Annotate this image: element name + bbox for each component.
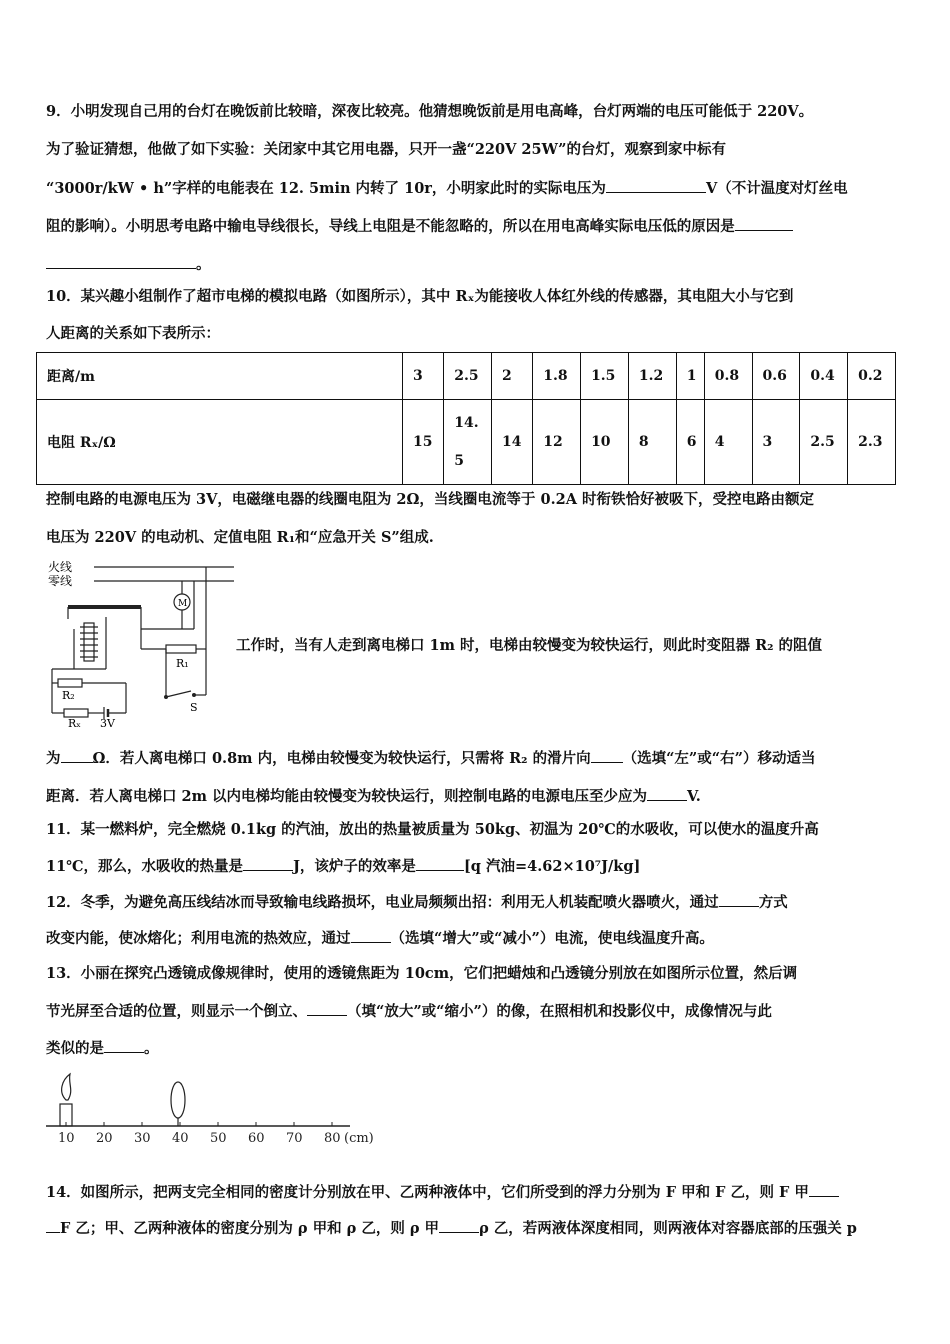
table-cell: 15 (403, 400, 444, 485)
table-cell: 8 (628, 400, 676, 485)
q9-line-2: 为了验证猜想，他做了如下实验：关闭家中其它用电器，只开一盏“220V 25W”的台灯，观察到家中标有 (46, 141, 726, 158)
q9-line-4-text: 阻的影响）。小明思考电路中输电导线很长，导线上电阻是不能忽略的，所以在用电高峰实际电压低的原因是 (46, 218, 735, 235)
table-cell: 14 (492, 400, 533, 485)
q10-line-6-mid: Ω．若人离电梯口 0.8m 内，电梯由较慢变为较快运行，只需将 R₂ 的滑片向 (92, 750, 591, 767)
switch-label: S (190, 701, 198, 714)
table-cell: 2.5 (800, 400, 848, 485)
q14-line-2-end: ρ 乙，若两液体深度相同，则两液体对容器底部的压强关 p (479, 1220, 857, 1237)
q9-line-5-end: 。 (196, 256, 211, 273)
table-cell: 2.5 (444, 353, 492, 400)
table-cell: 2 (492, 353, 533, 400)
q10-line-1: 10．某兴趣小组制作了超市电梯的模拟电路（如图所示），其中 Rₓ为能接收人体红外线的传感器，其电阻大小与它到 (46, 288, 794, 305)
q9-voltage-blank[interactable] (606, 178, 706, 193)
q13-line-3 (46, 1038, 159, 1059)
q9-line-4 (46, 216, 793, 237)
q11-line-1: 11．某一燃料炉，完全燃烧 0.1kg 的汽油，放出的热量被质量为 50kg、初温为 20℃的水吸收，可以使水的温度升高 (46, 821, 819, 838)
live-wire-label: 火线 (48, 560, 73, 574)
table-cell: 10 (581, 400, 629, 485)
q13-device-blank[interactable] (104, 1038, 144, 1053)
q9-line-3 (46, 178, 848, 199)
q12-line-2-end: （选填“增大”或“减小”）电流，使电线温度升高。 (390, 930, 714, 947)
table-cell: 0.6 (752, 353, 800, 400)
q11-line-2 (46, 856, 640, 877)
ruler-label: 10 (58, 1131, 75, 1146)
q10-direction-blank[interactable] (591, 748, 623, 763)
q10-line-6-start: 为 (46, 750, 61, 767)
table-cell: 14. 5 (444, 400, 492, 485)
table-row-distance (37, 353, 896, 400)
q11-line-2-end: [q 汽油=4.62×10⁷J/kg] (463, 858, 641, 875)
neutral-wire-label: 零线 (48, 574, 73, 588)
q14-force-blank-1[interactable] (809, 1182, 839, 1197)
ruler-label: 20 (96, 1131, 113, 1146)
q11-line-2-start: 11℃，那么，水吸收的热量是 (46, 858, 244, 875)
q9-line-3-text: “3000r/kW • h”字样的电能表在 12. 5min 内转了 10r，小明家此时的实际电压为 (46, 180, 606, 197)
table-cell: 1.2 (628, 353, 676, 400)
q9-reason-blank-2[interactable] (46, 254, 196, 269)
motor-label: M (178, 599, 188, 609)
q13-line-3-end: 。 (144, 1040, 159, 1057)
q13-line-2 (46, 1001, 772, 1022)
table-cell: 3 (403, 353, 444, 400)
distance-resistance-table (36, 352, 896, 485)
q10-resistance-blank[interactable] (61, 748, 93, 763)
ruler-label: 30 (134, 1131, 151, 1146)
ruler-unit: (cm) (344, 1131, 374, 1146)
q9-reason-blank-1[interactable] (735, 216, 793, 231)
table-cell: 0.2 (848, 353, 896, 400)
table-cell: 4 (704, 400, 752, 485)
table-cell: 3 (752, 400, 800, 485)
table-label-resistance: 电阻 Rₓ/Ω (37, 400, 403, 485)
q13-line-1: 13．小丽在探究凸透镜成像规律时，使用的透镜焦距为 10cm，它们把蜡烛和凸透镜分别放在如图所示位置，然后调 (46, 965, 798, 982)
ruler-label: 50 (210, 1131, 227, 1146)
ruler-label: 40 (172, 1131, 189, 1146)
q14-line-1-text: 14．如图所示，把两支完全相同的密度计分别放在甲、乙两种液体中，它们所受到的浮力分别为 F 甲和 F 乙，则 F 甲 (46, 1184, 809, 1201)
table-cell: 12 (533, 400, 581, 485)
q12-line-1 (46, 892, 788, 913)
q12-line-1-text: 12．冬季，为避免高压线结冰而导致输电线路损坏，电业局频频出招：利用无人机装配喷火器喷火，通过 (46, 894, 719, 911)
table-cell: 0.8 (704, 353, 752, 400)
ruler-label: 70 (286, 1131, 303, 1146)
q10-line-6-end: （选填“左”或“右”）移动适当 (622, 750, 816, 767)
q9-line-1: 9．小明发现自己用的台灯在晚饭前比较暗，深夜比较亮。他猜想晚饭前是用电高峰，台灯两端的电压可能低于 220V。 (46, 103, 814, 120)
table-cell: 6 (676, 400, 704, 485)
elevator-circuit-diagram (46, 557, 246, 729)
q12-line-1-end: 方式 (758, 894, 788, 911)
q13-line-3-text: 类似的是 (46, 1040, 104, 1057)
q10-line-4: 电压为 220V 的电动机、定值电阻 R₁和“应急开关 S”组成. (46, 529, 434, 546)
q10-line-5: 工作时，当有人走到离电梯口 1m 时，电梯由较慢变为较快运行，则此时变阻器 R₂ 的阻值 (236, 637, 823, 654)
q12-line-2 (46, 928, 714, 949)
voltage-label: 3V (100, 717, 115, 729)
q11-efficiency-blank[interactable] (416, 856, 464, 871)
q14-density-blank[interactable] (439, 1218, 479, 1233)
rx-label: Rₓ (68, 717, 81, 729)
lens-bench-diagram (40, 1070, 390, 1150)
q12-current-blank[interactable] (351, 928, 391, 943)
q11-heat-blank[interactable] (243, 856, 293, 871)
q14-line-2 (46, 1218, 857, 1239)
q10-line-6 (46, 748, 815, 769)
q13-image-size-blank[interactable] (307, 1001, 347, 1016)
table-cell: 1 (676, 353, 704, 400)
ruler-label: 80 (324, 1131, 341, 1146)
table-cell: 1.8 (533, 353, 581, 400)
q10-line-2: 人距离的关系如下表所示： (46, 325, 220, 342)
q10-line-7-end: V. (687, 788, 701, 805)
q14-line-1 (46, 1182, 839, 1203)
q12-line-2-text: 改变内能，使冰熔化；利用电流的热效应，通过 (46, 930, 351, 947)
r1-label: R₁ (176, 657, 189, 670)
q14-line-2-text: F 乙；甲、乙两种液体的密度分别为 ρ 甲和 ρ 乙，则 ρ 甲 (60, 1220, 440, 1237)
q13-line-2-end: （填“放大”或“缩小”）的像，在照相机和投影仪中，成像情况与此 (347, 1003, 772, 1020)
q10-line-7-text: 距离．若人离电梯口 2m 以内电梯均能由较慢变为较快运行，则控制电路的电源电压至少应为 (46, 788, 648, 805)
q10-line-3: 控制电路的电源电压为 3V，电磁继电器的线圈电阻为 2Ω，当线圈电流等于 0.2A 时衔铁恰好被吸下，受控电路由额定 (46, 491, 815, 508)
q14-force-blank-2[interactable] (46, 1218, 60, 1233)
table-label-distance: 距离/m (37, 353, 403, 400)
ruler-label: 60 (248, 1131, 265, 1146)
q10-voltage-blank[interactable] (647, 786, 687, 801)
q12-method-blank[interactable] (719, 892, 759, 907)
table-row-resistance (37, 400, 896, 485)
q9-line-5 (46, 254, 211, 275)
q11-line-2-mid: J，该炉子的效率是 (293, 858, 416, 875)
table-cell: 1.5 (581, 353, 629, 400)
q13-line-2-text: 节光屏至合适的位置，则显示一个倒立、 (46, 1003, 307, 1020)
q9-line-3-tail: V（不计温度对灯丝电 (705, 180, 848, 197)
table-cell: 0.4 (800, 353, 848, 400)
table-cell: 2.3 (848, 400, 896, 485)
r2-label: R₂ (62, 689, 75, 702)
q10-line-7 (46, 786, 701, 807)
